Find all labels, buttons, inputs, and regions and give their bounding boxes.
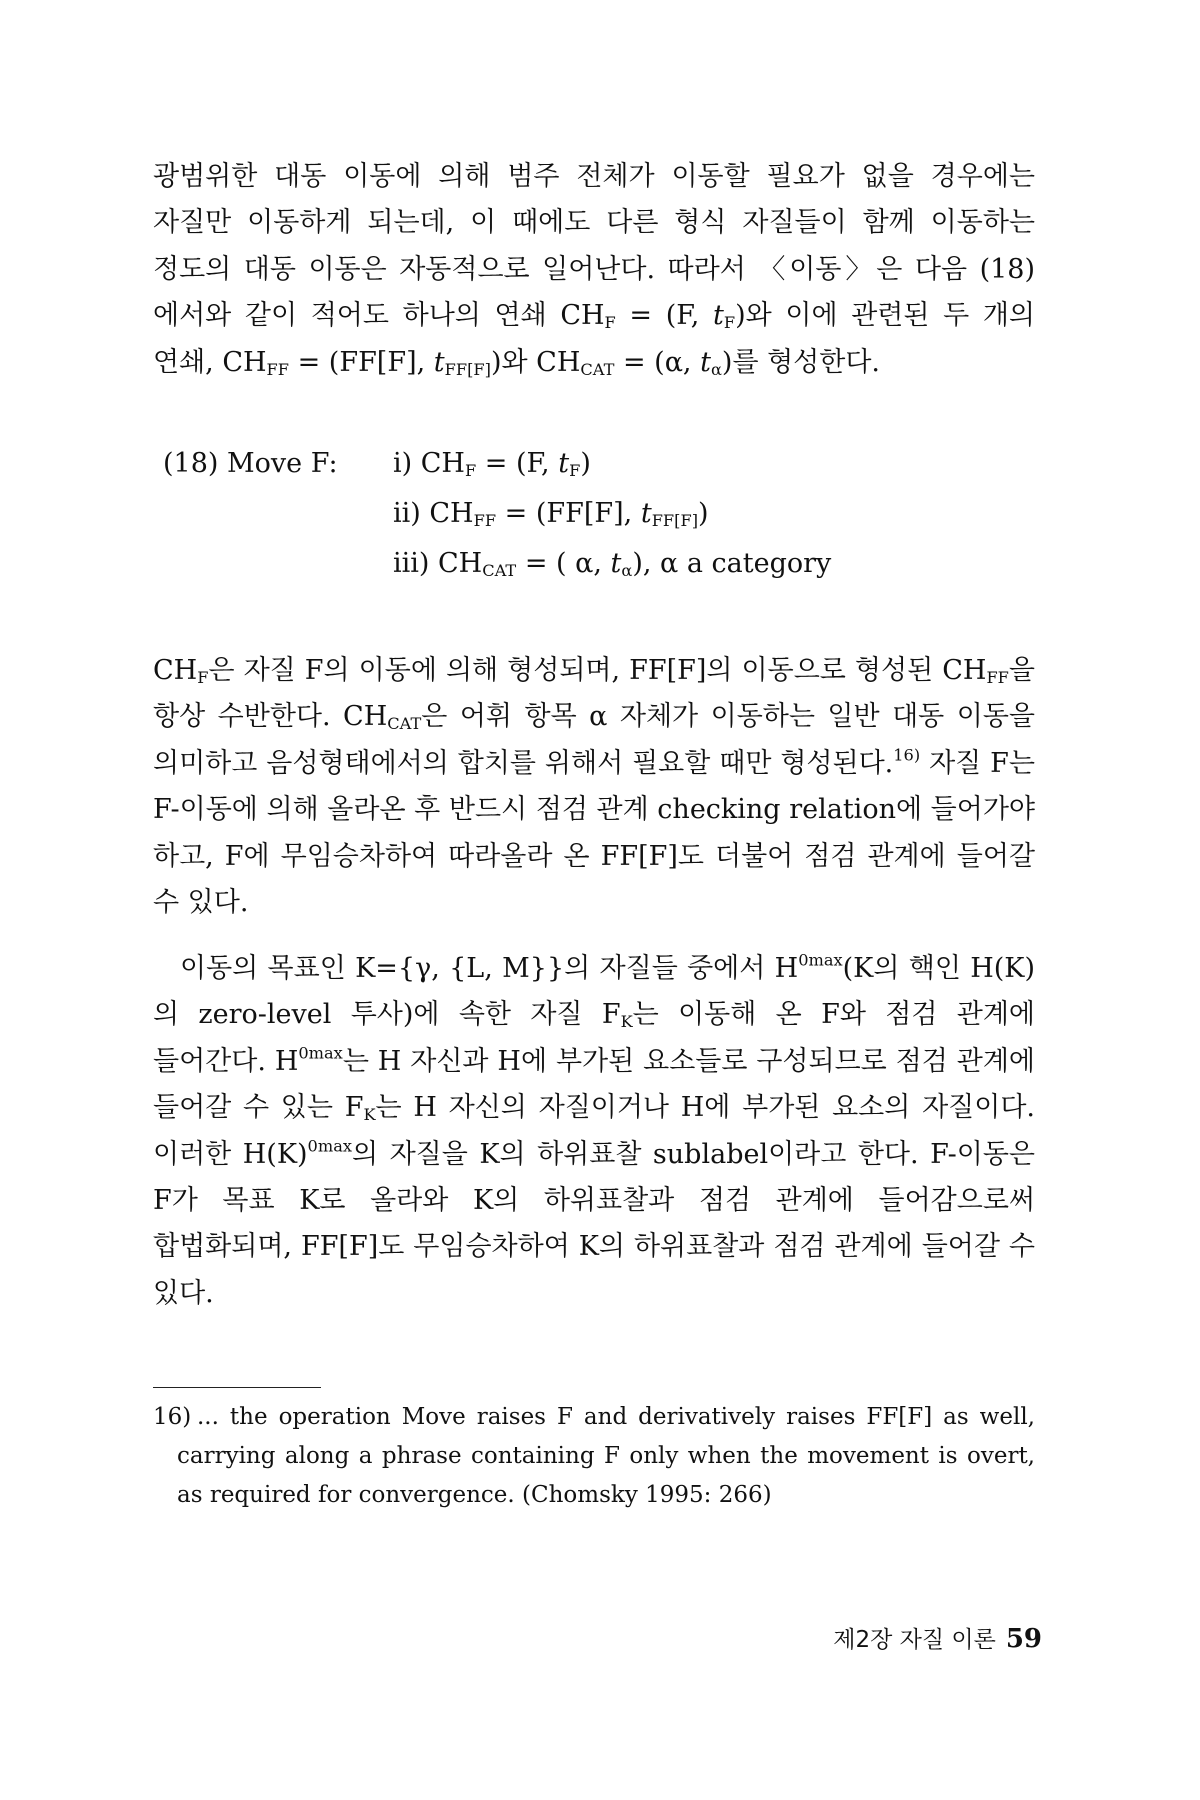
text: ): [580, 448, 591, 479]
text: 광범위한 대동 이동에 의해 범주 전체가 이동할 필요가 없을 경우에는 자질만 이동하게 되는데, 이 때에도 다른 형식 자질들이 함께 이동하는 정도의 대동 이동은 자동적으로 일어난다. 따라서 〈이동〉은 다음 (18)에서와 같이 적어도 하나의 연쇄 CH: [153, 161, 1035, 332]
text: 는 H 자신의 자질이거나 H에 부가된 요소의 자질이다. 이러한 H(K): [153, 1092, 1035, 1170]
text: )와 CH: [490, 346, 581, 378]
text: 은 자질 F의 이동에 의해 형성되며, FF[F]의 이동으로 형성된 CH: [208, 655, 987, 686]
text: 의 자질을 K의 하위표찰 sublabel이라고 한다. F-이동은 F가 목표 K로 올라와 K의 하위표찰과 점검 관계에 들어감으로써 합법화되며, FF[F]도 무임승차하여 K의 하위표찰과 점검 관계에 들어갈 수 있다.: [153, 1138, 1035, 1309]
subscript: F: [604, 313, 616, 333]
text: i) CH: [393, 448, 465, 479]
superscript: 0max: [298, 1043, 343, 1063]
text: ), α a category: [632, 548, 832, 579]
subscript: CAT: [387, 714, 422, 734]
text: 는 H 자신과 H에 부가된 요소들로 구성되므로 점검 관계에 들어갈 수 있는 F: [153, 1045, 1035, 1124]
subscript: FF[F]: [651, 511, 699, 531]
text: 은 어휘 항목 α 자체가 이동하는 일반 대동 이동을 의미하고 음성형태에서의 합치를 위해서 필요할 때만 형성된다.: [153, 701, 1035, 779]
chapter-title: 제2장 자질 이론: [833, 1627, 996, 1653]
text: CH: [153, 655, 198, 686]
italic-t: t: [558, 448, 570, 479]
footnote-text: ... the operation Move raises F and derivatively raises FF[F] as well, carrying along a phrase containing F only when the movement is overt, as required for convergence. (Chomsky 1995: 266): [177, 1404, 1035, 1508]
subscript: CAT: [482, 561, 517, 581]
paragraph-1: [153, 154, 1035, 386]
example-formula: [393, 548, 831, 579]
footnote-reference[interactable]: 16): [893, 745, 921, 765]
text: 이동의 목표인 K={γ, {L, M}}의 자질들 중에서 H: [180, 953, 799, 984]
text: = (FF[F],: [289, 346, 434, 378]
italic-t: t: [610, 548, 622, 579]
subscript: FF[F]: [444, 359, 491, 379]
page-number: 59: [1005, 1624, 1042, 1654]
paragraph-2: [153, 648, 1035, 926]
footnote-number: 16): [153, 1404, 192, 1430]
text: = ( α,: [516, 548, 611, 579]
example-formula: [393, 448, 591, 479]
text: iii) CH: [393, 548, 483, 579]
subscript: α: [710, 359, 722, 379]
running-footer: [833, 1621, 1042, 1654]
italic-t: t: [713, 300, 724, 332]
text: (K의 핵인 H(K)의 zero-level 투사)에 속한 자질 F: [153, 953, 1036, 1031]
subscript: α: [621, 561, 633, 581]
subscript: K: [363, 1105, 376, 1125]
subscript: FF: [473, 511, 497, 531]
italic-t: t: [700, 346, 711, 378]
italic-t: t: [640, 498, 652, 529]
text: ): [698, 498, 709, 529]
subscript: F: [197, 668, 209, 688]
superscript: 0max: [307, 1136, 352, 1156]
subscript: CAT: [580, 359, 615, 379]
italic-t: t: [433, 346, 445, 378]
text: 자질 F는 F-이동에 의해 올라온 후 반드시 점검 관계 checking relation에 들어가야 하고, F에 무임승차하여 따라올라 온 FF[F]도 더불어 점검 관계에 들어갈 수 있다.: [153, 747, 1035, 919]
subscript: F: [464, 461, 477, 481]
text: = (α,: [614, 346, 701, 378]
superscript: 0max: [798, 950, 843, 970]
paragraph-3: [153, 946, 1035, 1317]
example-formula: [393, 498, 709, 529]
text: = (FF[F],: [496, 498, 641, 529]
footnote-divider: [153, 1387, 321, 1388]
subscript: F: [723, 313, 736, 333]
subscript: F: [569, 461, 581, 481]
text: = (F,: [476, 448, 559, 479]
example-label: (18) Move F:: [163, 448, 338, 479]
text: ii) CH: [393, 498, 474, 529]
footnote-16: [153, 1398, 1035, 1515]
text: 을 항상 수반한다. CH: [153, 655, 1035, 733]
subscript: K: [620, 1012, 633, 1032]
text: )를 형성한다.: [721, 346, 881, 378]
subscript: FF: [266, 359, 290, 379]
subscript: FF: [986, 668, 1009, 688]
text: 는 이동해 온 F와 점검 관계에 들어간다. H: [153, 999, 1035, 1077]
text: = (F,: [615, 300, 714, 332]
text: )와 이에 관련된 두 개의 연쇄, CH: [153, 300, 1035, 378]
